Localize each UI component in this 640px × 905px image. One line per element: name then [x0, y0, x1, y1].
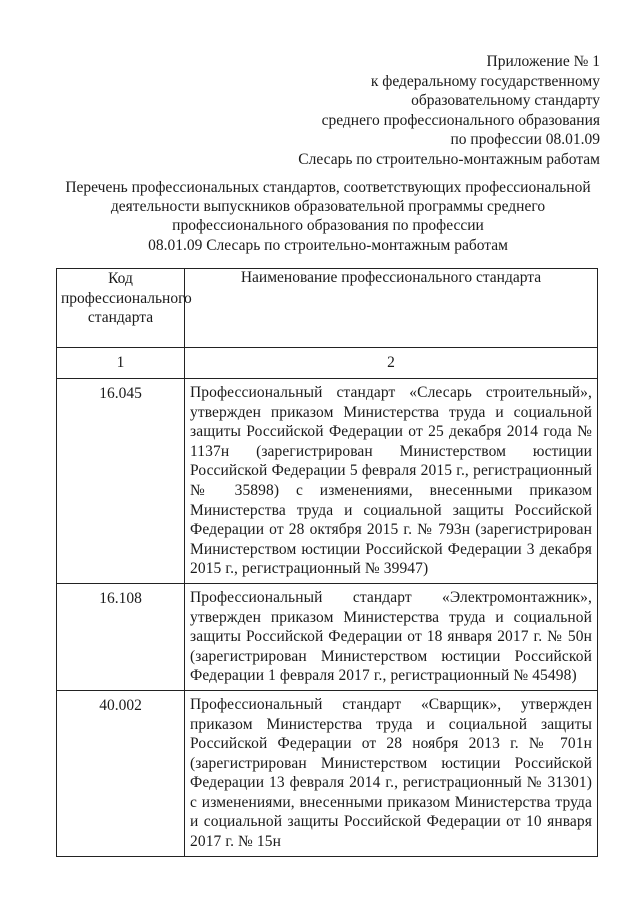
- appendix-line: образовательному стандарту: [411, 92, 600, 110]
- appendix-line: по профессии 08.01.09: [450, 131, 600, 149]
- standard-code: 16.045: [57, 379, 185, 584]
- document-title: [58, 178, 598, 255]
- title-line: 08.01.09 Слесарь по строительно-монтажным работам: [148, 236, 508, 254]
- header-name: Наименование профессионального стандарта: [185, 269, 598, 348]
- appendix-line: среднего профессионального образования: [321, 111, 600, 129]
- appendix-header: [220, 52, 600, 170]
- standard-description: Профессиональный стандарт «Слесарь строительный», утвержден приказом Министерства труда и социальной защиты Российской Федерации от 25 декабря 2014 года № 1137н (зарегистрирован Министерством юстиции Российской Федерации 5 февраля 2015 г., регистрационный № 35898) с изменениями, внесенными приказом Министерства труда и социальной защиты Российской Федерации от 28 октября 2015 г. № 793н (зарегистрирован Министерством юстиции Российской Федерации 3 декабря 2015 г., регистрационный № 39947): [185, 379, 598, 584]
- header-code: Код профессионального стандарта: [57, 269, 185, 348]
- column-number: 2: [185, 348, 598, 379]
- table-header-row: [57, 269, 598, 348]
- column-number-row: [57, 348, 598, 379]
- table-row: [57, 583, 598, 690]
- appendix-line: к федеральному государственному: [370, 72, 600, 90]
- title-line: Перечень профессиональных стандартов, соответствующих профессиональной: [65, 179, 591, 196]
- appendix-line: Приложение № 1: [486, 53, 600, 70]
- title-line: деятельности выпускников образовательной программы среднего: [110, 198, 546, 216]
- column-number: 1: [57, 348, 185, 379]
- appendix-line: Слесарь по строительно-монтажным работам: [298, 150, 600, 168]
- standard-code: 16.108: [57, 583, 185, 690]
- standard-code: 40.002: [57, 690, 185, 856]
- table-row: [57, 379, 598, 584]
- standards-table: [56, 268, 598, 857]
- title-line: профессионального образования по профессии: [172, 217, 484, 235]
- table-row: [57, 690, 598, 856]
- standard-description: Профессиональный стандарт «Сварщик», утвержден приказом Министерства труда и социальной защиты Российской Федерации от 28 ноября 2013 г. № 701н (зарегистрирован Министерством юстиции Российской Федерации 13 февраля 2014 г., регистрационный № 31301) с изменениями, внесенными приказом Министерства труда и социальной защиты Российской Федерации от 10 января 2017 г. № 15н: [185, 690, 598, 856]
- standard-description: Профессиональный стандарт «Электромонтажник», утвержден приказом Министерства труда и социальной защиты Российской Федерации от 18 января 2017 г. № 50н (зарегистрирован Министерством юстиции Российской Федерации 1 февраля 2017 г., регистрационный № 45498): [185, 583, 598, 690]
